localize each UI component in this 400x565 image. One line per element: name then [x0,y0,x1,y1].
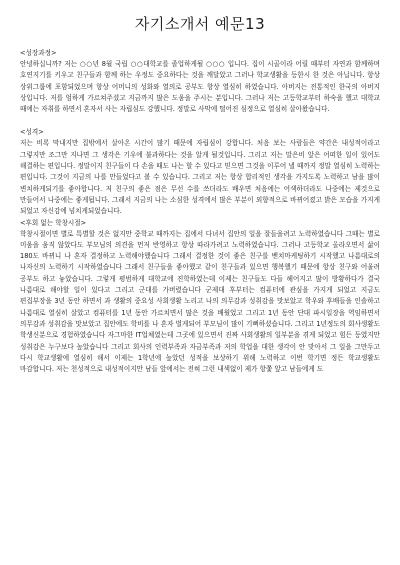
section-paragraph-school-days: 학창시절이면 별로 특별할 것은 없지만 중학교 때까지는 집에서 다녀서 집안의 일을 잘들을려고 노력하였습니다 그때는 별로 미움을 움직 않았다도 부모님의 의견을 먼저 반영하고 항상 따라가려고 노력하였습니다. 그러나 고등학교 올라오면서 삶이 180도 바뀌니 나 혼자 결정하고 노력해야했습니다 그래서 결정한 것이 좋은 친구를 벤치마케팅하기 시작했고 나름대로의 나자신의 노력하기 시작하였습니다 그래서 친구들을 좋아했고 같이 친구들과 있으면 행복했기 때문에 항상 친구와 어울려 공부도 하고 놓았습니다. 그렇게 평범하게 대학교에 진학하였는데 이제는 친구들도 다들 헤어지고 많이 방황하다가 결국 나름대로 해야할 일이 있다고 그리고 군대를 가버렸습니다 군제대 후부터는 컴퓨터에 관심을 가지게 되었고 지금도 편집부장을 3년 동안 하면서 과 생활의 중요성 사회생활 노리고 나의 의무감과 성취감을 맛보았고 학우와 후배들을 인솔하고 나름대로 열심히 살았고 컴퓨터를 1년 동안 가르치면서 많은 것을 배웠었고 그리고 1년 동안 단대 파시일장을 역임하면서 의무감과 성취감을 맛보았고 집안에도 학비를 나 혼자 벌게되어 부모님이 많이 기뻐하셨습니다. 그리고 1년정도의 회사생활도 학생신분으로 경험하였습니다 자그마한 IT업체였는데 그곳에 있으면서 진짜 사회생활의 일부분을 겪게 되었고 힘든 등였지만 성취감은 누구보다 높았습니다 그리고 회사의 인력부족과 자금부족과 저의 학업을 대한 생각이 안 맞아서 그 일을 그만두고 다시 학교생활에 열심히 해서 이제는 1학년에 높았던 성적을 보상하기 위해 노력하고 이번 학기면 정든 학교생활도 마감합니다. 저는 천성적으로 내성적이지만 남들 앞에서는 전혀 그런 내색없이 제가 항쫓 앞고 남들에게 도 [20,229,380,374]
section-personality [20,127,380,217]
document-title: 자기소개서 예문13 [134,15,266,33]
section-school-days [20,218,380,376]
section-heading-school-days: <후회 없는 학창시절> [20,218,87,227]
section-growth [20,48,380,115]
section-heading-growth: <성장과정> [20,49,57,57]
section-heading-personality: <성격> [20,128,44,137]
section-paragraph-personality: 저는 비록 막내지만 집밖에서 살아온 시간이 많기 때문에 자립심이 강합니다. 처음 보는 사람들은 약간은 내성적이라고 그렇지만 조그만 지나면 그 생각은 기우에 불과하다는 것을 알게 될것입니다. 그리고 저는 말은비 앞은 어떠한 일이 있어도 해결하는 편입니다. 정말이지 친구들이 다 손을 때도 나는 할 수 있다고 믿으면 그것을 이루어 낼 때까지 정말 열심히 노력하는 편입니다. 그것이 지금의 나를 만들었다고 볼 수 있습니다. 그리고 저는 항상 합리적인 생각을 가지도록 노력하고 남을 많이 변치하게되기를 좋아합니다. 저 친구의 좋은 점은 무선 수를 쓰더라도 배우면 처음에는 어색하더라도 나중에는 제것으로 만들어서 나중에는 좋게됩니다. 그래서 지금의 나는 소심한 성격에서 많은 부분이 외향적으로 바뀌어졌고 밝은 모습을 가지게 되었고 자신감에 넘치게되었습니다. [20,139,380,216]
section-paragraph-growth: 안녕하십니까? 저는 ○○년 8월 국립 ○○대학교를 졸업하게될 ○○○ 입니다. 집이 시골이라 어릴 때부터 자연과 함께하며 호연지기를 키우고 친구들과 함께 하는 우정도 중요하다는 것을 깨달았고 그러나 학교생활을 등한시 한 것은 아닙니다. 항상 상위그룹에 포함되었으며 항상 어머니의 성화와 열의로 공부도 항상 열심히 하였습니다. 아버지는 전통적인 한국의 아버지 상입니다. 저를 엄하게 가르쳐주셨고 지금까지 많은 도움을 주시는 분입니다. 그러나 저는 고등학교부터 하숙을 했고 대학교 때에는 자취를 하면서 혼자서 사는 자립심도 강했니다. 정말로 사막에 떨어진 심정으로 열심히 살아왔습니다. [20,60,380,114]
